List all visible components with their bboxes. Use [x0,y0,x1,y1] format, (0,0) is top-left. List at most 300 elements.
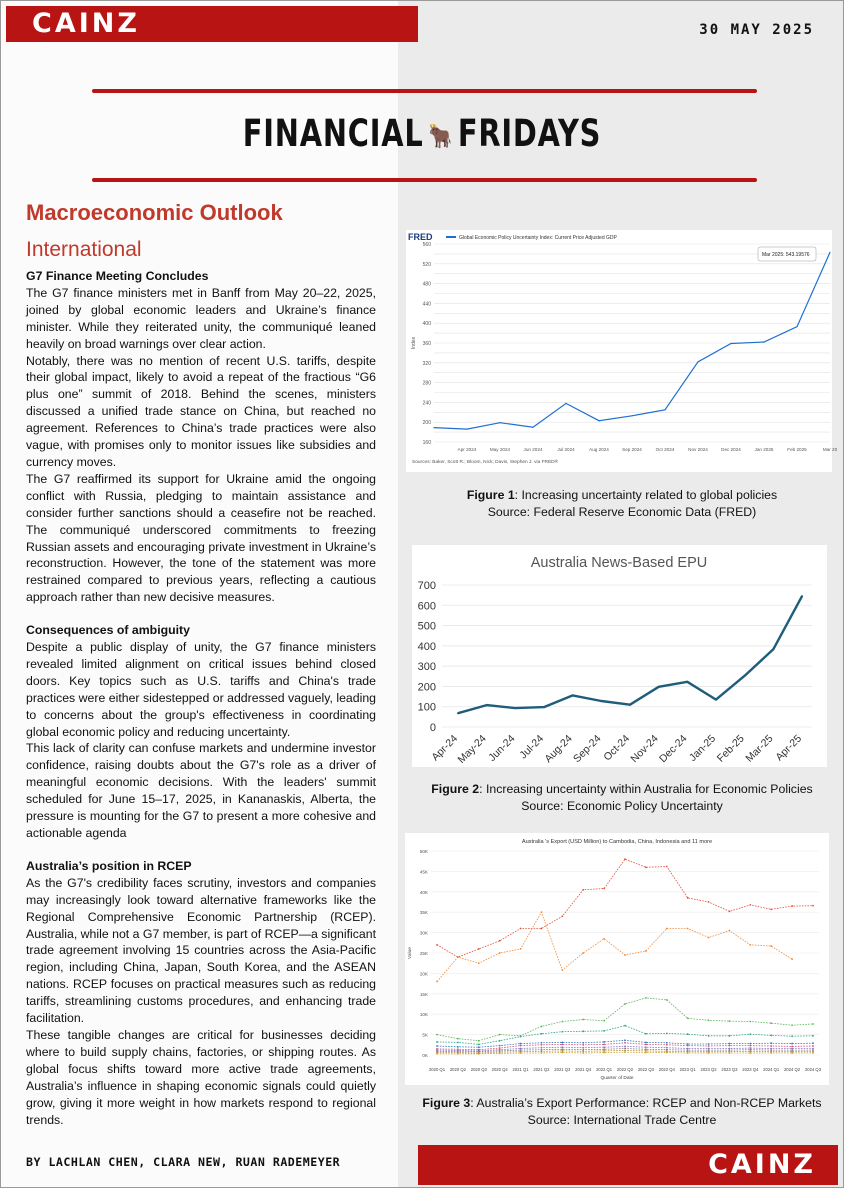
x-tick-label: Apr-24 [429,732,461,764]
data-point [645,866,647,868]
data-point [624,1048,626,1050]
data-point [478,1040,480,1042]
data-point [457,712,459,714]
data-point [687,1043,689,1045]
y-tick-label: 40K [419,889,428,895]
x-tick-label: Feb 2025 [787,447,807,452]
data-point [791,1049,793,1051]
data-point [645,1052,647,1054]
data-point [791,1048,793,1050]
y-tick-label: 520 [422,261,431,268]
data-point [812,1035,814,1037]
data-point [770,1052,772,1054]
figure-source: Source: Economic Policy Uncertainty [521,798,723,813]
data-point [457,1041,459,1043]
figure-caption-text: : Increasing uncertainty related to global policies [514,488,778,502]
x-axis-label: Quarter of Date [600,1076,634,1081]
data-point [561,1043,563,1045]
data-point [749,1047,751,1049]
chart-title: Australia News-Based EPU [530,555,708,571]
data-point [532,427,533,428]
data-point [478,1043,480,1045]
x-tick-label: Jan-25 [686,732,719,764]
y-tick-label: 400 [417,640,436,653]
data-point [582,1050,584,1052]
data-point [629,704,631,706]
data-point [749,1033,751,1035]
chart-title: Global Economic Policy Uncertainty Index: Current Price Adjusted GDP [459,235,617,241]
data-point [603,938,605,940]
data-point [561,1048,563,1050]
figure-source: Source: Federal Reserve Economic Data (FRED) [487,504,757,519]
data-point [812,1045,814,1047]
data-point [729,1048,731,1050]
data-point [772,648,774,650]
data-point [520,1049,522,1051]
data-point [708,937,710,939]
y-tick-label: 30K [419,930,428,936]
x-tick-label: Jul 2024 [557,447,575,452]
x-tick-label: 2021 Q3 [554,1067,571,1072]
fred-line-chart [406,230,838,472]
data-point [666,1032,668,1034]
x-tick-label: 2023 Q4 [742,1067,759,1072]
masthead-rule-top [92,89,757,93]
data-point [499,1047,501,1049]
data-point [582,1049,584,1051]
data-point [436,944,438,946]
data-point [645,1050,647,1052]
source-note: Sources: Baker, Scott R.; Bloom, Nick; Davis, Stephen J. via FRED® [412,460,559,465]
data-point [666,928,668,930]
data-point [478,948,480,950]
data-point [687,1017,689,1019]
data-point [687,897,689,899]
data-point [697,361,698,362]
x-tick-label: 2024 Q2 [784,1067,801,1072]
data-point [478,1053,480,1055]
data-point [666,1044,668,1046]
data-point [561,1052,563,1054]
data-point [624,858,626,860]
x-tick-label: Aug 2024 [589,447,609,452]
data-point [749,1052,751,1054]
data-point [478,1046,480,1048]
data-point [770,1035,772,1037]
y-tick-label: 300 [417,661,436,674]
data-point [770,945,772,947]
y-tick-label: 100 [417,701,436,714]
data-point [624,1039,626,1041]
figure-label: Figure 2 [431,782,480,796]
brand-logo-top: CAINZ [32,8,140,39]
y-tick-label: 320 [422,360,431,367]
masthead-left: FINANCIAL [242,112,424,155]
data-point [561,1046,563,1048]
x-tick-label: 2021 Q4 [575,1067,592,1072]
x-tick-label: Apr 2024 [457,447,477,452]
data-point [603,1043,605,1045]
x-tick-label: Aug-24 [542,732,575,766]
data-point [812,1042,814,1044]
data-point [499,1034,501,1036]
paragraph: Notably, there was no mention of recent U.S. tariffs, despite their global impact, likely to avoid a repeat of the fractious “G6 plus one” summit of 2018. Behind the scenes, ministers discussed a unified trade stance on China, but reached no agreement. References to China’s trade practices were also vague, with promises only to monitor issues like subsidies and currency moves. [26,353,376,469]
data-point [520,1052,522,1054]
data-point [708,1019,710,1021]
masthead-rule-bottom [92,178,757,182]
y-tick-label: 20K [419,971,428,977]
data-point [729,1043,731,1045]
data-point [561,1031,563,1033]
data-point [499,952,501,954]
data-point [561,969,563,971]
data-point [708,1035,710,1037]
data-point [770,1042,772,1044]
data-point [729,1020,731,1022]
data-point [624,954,626,956]
data-point [603,1041,605,1043]
data-point [466,429,467,430]
paragraph: The G7 reaffirmed its support for Ukraine amid the ongoing conflict with Russia, pledging to maintain assistance and consider further sanctions should a ceasefire not be reached. The communiqué underscored commitments to freezing Russian assets and encouraging private investment in Ukraine’s reconstruction. However, the tone of the statement was more restrained compared to previous years, reflecting a cautious approach rather than new decisive measures. [26,471,376,605]
data-point [801,595,803,597]
data-point [624,1025,626,1027]
data-point [770,1048,772,1050]
x-tick-label: 2022 Q1 [596,1067,613,1072]
data-point [436,981,438,983]
figure-3-chart [405,833,829,1085]
y-tick-label: 240 [422,400,431,407]
data-point [686,681,688,683]
data-point [645,997,647,999]
y-tick-label: 160 [422,440,431,446]
data-point [687,1045,689,1047]
y-tick-label: 200 [417,681,436,694]
data-point [561,1041,563,1043]
data-point [666,1049,668,1051]
data-point [520,928,522,930]
data-point [541,1050,543,1052]
data-point [715,699,717,701]
data-point [582,889,584,891]
y-tick-label: 280 [422,380,431,387]
data-point [812,1049,814,1051]
data-point [436,1053,438,1055]
data-point [543,706,545,708]
y-tick-label: 0 [429,722,436,734]
y-tick-label: 400 [422,321,431,328]
data-point [829,252,830,253]
data-point [478,962,480,964]
data-point [658,686,660,688]
data-point [457,1038,459,1040]
x-tick-label: 2020 Q2 [449,1067,466,1072]
data-point [541,1047,543,1049]
series-line [437,1026,813,1045]
x-tick-label: Nov 2024 [688,447,708,452]
figure-1-chart [406,230,838,472]
x-tick-label: 2020 Q1 [428,1067,446,1072]
data-point [600,700,602,702]
data-point [514,707,516,709]
brand-banner-bottom [418,1145,838,1185]
figure-2-caption [400,781,844,814]
data-point [541,1044,543,1046]
brand-banner-top [6,6,418,42]
data-point [729,930,731,932]
data-point [729,1035,731,1037]
data-point [436,1034,438,1036]
data-point [666,1042,668,1044]
data-point [708,1043,710,1045]
data-point [729,1045,731,1047]
data-point [582,1052,584,1054]
data-point [645,1033,647,1035]
data-point [582,952,584,954]
data-point [541,1033,543,1035]
annotation-text: Mar 2025: 543.19576 [762,252,810,258]
x-tick-label: Jan 2025 [754,447,774,452]
y-tick-label: 5K [422,1032,428,1038]
paragraph: As the G7's credibility faces scrutiny, investors and companies may increasingly look toward alternative frameworks like the Regional Comprehensive Economic Partnership (RCEP). Australia, while not a G7 member, is part of RCEP—a significant trade agreement involving 15 countries across the Asia-Pacific region, including China, Japan, South Korea, and the ASEAN nations. RCEP focuses on practical measures such as reducing tariffs, streamlining customs procedures, and enhancing trade facilitation. [26,875,376,1026]
data-point [687,1052,689,1054]
paragraph: The G7 finance ministers met in Banff from May 20–22, 2025, joined by global economic leaders and Ukraine’s finance minister. While they reiterated unity, the communiqué leaned heavily on broad warnings over clear action. [26,285,376,351]
data-point [664,409,665,410]
x-tick-label: 2023 Q2 [700,1067,717,1072]
data-point [729,910,731,912]
data-point [603,1050,605,1052]
data-point [603,1048,605,1050]
series-line [437,859,813,957]
data-point [561,1021,563,1023]
data-point [666,1052,668,1054]
data-point [624,1042,626,1044]
data-point [749,1043,751,1045]
data-point [730,343,731,344]
data-point [791,958,793,960]
data-point [666,866,668,868]
data-point [812,1023,814,1025]
data-point [499,422,500,423]
data-point [770,1045,772,1047]
figure-1-caption [400,487,844,520]
data-point [541,928,543,930]
y-tick-label: 10K [419,1012,428,1018]
y-tick-label: 200 [422,420,431,427]
paragraph: This lack of clarity can confuse markets and undermine investor confidence, raising doubts about the G7's role as a driver of meaningful economic decisions. With the leaders' summit scheduled for June 15–17, 2025, in Kananaskis, Alberta, the pressure is mounting for the G7 to present a more cohesive and actionable agenda [26,741,376,840]
data-point [561,1050,563,1052]
data-point [541,1026,543,1028]
series-line [437,912,792,981]
figure-label: Figure 3 [422,1096,471,1110]
x-tick-label: Oct-24 [601,732,633,764]
data-point [520,1043,522,1045]
data-point [520,1048,522,1050]
data-point [749,1045,751,1047]
x-tick-label: Oct 2024 [655,447,675,452]
data-point [624,1003,626,1005]
x-tick-label: Apr-25 [773,732,805,764]
y-tick-label: 360 [422,341,431,347]
data-point [770,1049,772,1051]
data-point [603,1046,605,1048]
x-tick-label: May 2024 [489,447,511,452]
data-point [770,1022,772,1024]
data-point [433,427,434,428]
brand-logo-bottom: CAINZ [708,1149,816,1180]
data-point [708,1045,710,1047]
data-point [687,928,689,930]
data-point [624,1051,626,1053]
data-point [541,1042,543,1044]
data-point [763,341,764,342]
data-point [499,1052,501,1054]
x-tick-label: 2020 Q3 [470,1067,487,1072]
data-point [457,1046,459,1048]
data-point [645,1041,647,1043]
chart-title: Australia 's Export (USD Million) to Cambodia, China, Indonesia and 11 more [521,839,713,845]
figure-source: Source: International Trade Centre [527,1112,717,1127]
data-point [645,950,647,952]
data-point [687,1049,689,1051]
y-axis-label: Value [408,947,413,959]
y-tick-label: 440 [422,301,431,308]
y-tick-label: 50K [419,849,428,854]
data-point [582,1030,584,1032]
data-point [457,956,459,958]
y-tick-label: 500 [417,620,436,633]
x-tick-label: 2024 Q1 [763,1067,780,1072]
x-tick-label: Feb-25 [714,732,747,765]
data-point [624,1046,626,1048]
data-point [486,704,488,706]
data-point [520,1045,522,1047]
x-tick-label: Nov-24 [628,732,661,766]
data-point [749,1049,751,1051]
y-tick-label: 35K [419,910,428,916]
data-point [749,944,751,946]
byline: BY LACHLAN CHEN, CLARA NEW, RUAN RADEMEYER [26,1155,341,1169]
data-point [744,675,746,677]
figure-caption-text: : Increasing uncertainty within Australia for Economic Policies [479,782,813,796]
data-point [541,1052,543,1054]
data-point [749,1021,751,1023]
data-point [603,1030,605,1032]
data-point [708,901,710,903]
heading-rcep: Australia’s position in RCEP [26,858,192,873]
exports-line-chart [405,833,829,1085]
masthead-title [93,112,751,155]
data-point [708,1048,710,1050]
x-tick-label: Jun 2024 [523,447,543,452]
x-tick-label: Dec 2024 [721,447,741,452]
x-tick-label: Jun-24 [486,732,518,764]
data-point [582,1047,584,1049]
data-point [729,1052,731,1054]
masthead-right: FRIDAYS [457,112,602,155]
data-point [749,1050,751,1052]
x-tick-label: 2023 Q3 [721,1067,738,1072]
x-tick-label: Mar-25 [743,732,776,765]
data-point [631,415,632,416]
data-point [582,1044,584,1046]
data-point [499,940,501,942]
heading-g7-meeting: G7 Finance Meeting Concludes [26,269,209,283]
data-point [541,911,543,913]
data-point [666,1047,668,1049]
data-point [687,1048,689,1050]
data-point [687,1033,689,1035]
data-point [812,1048,814,1050]
data-point [520,1036,522,1038]
data-point [812,1052,814,1054]
data-point [499,1045,501,1047]
y-tick-label: 480 [422,281,431,288]
data-point [791,905,793,907]
data-point [791,1035,793,1037]
data-point [603,888,605,890]
x-tick-label: 2022 Q3 [637,1067,654,1072]
heading-consequences: Consequences of ambiguity [26,623,190,638]
article-body [26,268,376,1128]
section-subtitle: International [26,238,142,261]
epu-line-chart [412,545,827,767]
data-point [708,1049,710,1051]
data-point [666,999,668,1001]
data-point [791,1043,793,1045]
data-point [582,1042,584,1044]
data-point [598,420,599,421]
data-point [499,1040,501,1042]
y-tick-label: 45K [419,869,428,875]
paragraph: These tangible changes are critical for businesses deciding where to build supply chains, factories, or shipping routes. As global focus shifts toward more active trade agreements, Australia’s influence in shaping economic signals could quietly grow, giving it more weight in how markets respond to regional trends. [26,1027,376,1127]
fred-logo: FRED [408,232,433,242]
data-point [749,904,751,906]
x-tick-label: 2024 Q3 [804,1067,822,1072]
x-tick-label: Jul-24 [517,732,547,762]
data-point [436,1045,438,1047]
y-tick-label: 25K [419,951,428,956]
figure-label: Figure 1 [466,488,515,502]
data-point [645,1048,647,1050]
data-point [603,1052,605,1054]
data-point [729,1049,731,1051]
x-tick-label: 2021 Q2 [533,1067,550,1072]
data-point [457,1053,459,1055]
x-tick-label: 2022 Q2 [616,1067,634,1072]
data-point [572,694,574,696]
y-tick-label: 600 [417,600,436,613]
x-tick-label: Mar 20 [822,447,838,452]
data-point [791,1024,793,1026]
x-tick-label: 2023 Q1 [679,1067,696,1072]
data-point [645,1046,647,1048]
issue-date: 30 MAY 2025 [699,22,814,38]
x-tick-label: Sep-24 [571,732,604,766]
figure-2-chart [412,545,827,767]
figure-caption-text: : Australia’s Export Performance: RCEP and Non-RCEP Markets [470,1096,822,1110]
section-title: Macroeconomic Outlook [26,200,283,225]
data-point [708,1052,710,1054]
x-tick-label: Sep 2024 [622,447,642,452]
figure-3-caption [400,1095,844,1128]
y-tick-label: 0K [422,1053,428,1058]
data-point [791,1046,793,1048]
x-tick-label: 2020 Q4 [491,1067,508,1072]
data-point [565,403,566,404]
data-point [436,1041,438,1043]
series-line [458,596,802,713]
data-point [791,1052,793,1054]
